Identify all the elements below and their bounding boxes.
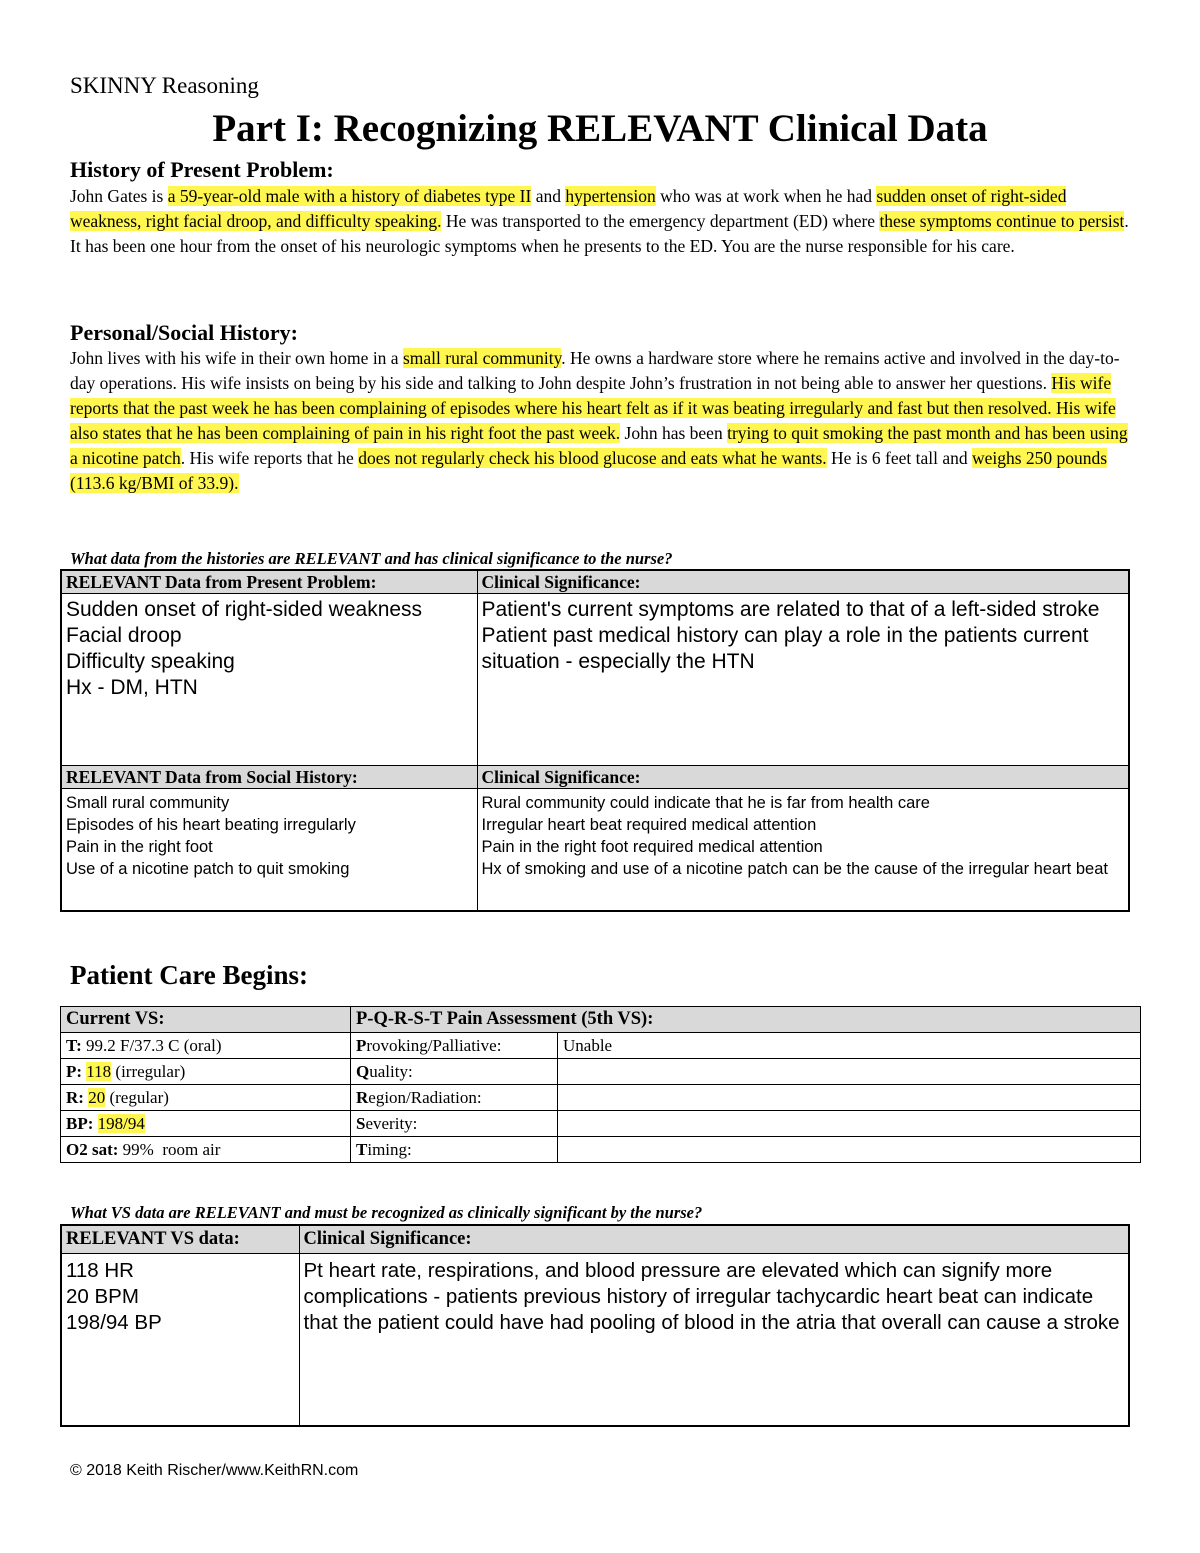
pqrst-value xyxy=(558,1137,1141,1163)
question-histories: What data from the histories are RELEVANT and has clinical significance to the nurse? xyxy=(70,549,673,568)
vs-significance-header: Clinical Significance: xyxy=(299,1225,1129,1254)
social-significance-item: Pain in the right foot required medical attention xyxy=(481,838,823,856)
vs-header: Current VS: xyxy=(61,1007,351,1033)
present-item: Hx - DM, HTN xyxy=(66,676,198,699)
vs-item: 20 BPM xyxy=(66,1285,139,1308)
pqrst-label: Region/Radiation: xyxy=(351,1085,558,1111)
pqrst-label: Provoking/Palliative: xyxy=(351,1033,558,1059)
social-paragraph: John lives with his wife in their own home in a small rural community. He owns a hardware store where he remains active and involved in the day-to-day operations. His wife insists on being by his side and talking to John despite John’s frustration in not being able to answer her questions. His wife reports that the past week he has been complaining of episodes where his heart felt as if it was beating irregularly and fast but then resolved. His wife also states that he has been complaining of pain in his right foot the past week. John has been trying to quit smoking the past month and has been using a nicotine patch. His wife reports that he does not regularly check his blood glucose and eats what he wants. He is 6 feet tall and weighs 250 pounds (113.6 kg/BMI of 33.9). xyxy=(70,348,1128,493)
social-header: RELEVANT Data from Social History: xyxy=(61,766,477,789)
social-item: Use of a nicotine patch to quit smoking xyxy=(66,860,350,878)
vs-temperature: T: 99.2 F/37.3 C (oral) xyxy=(61,1033,351,1059)
present-item: Sudden onset of right-sided weakness xyxy=(66,598,423,621)
present-significance-cell xyxy=(477,594,1129,766)
social-significance-item: Rural community could indicate that he is far from health care xyxy=(481,794,930,812)
social-data-cell xyxy=(61,789,477,911)
page-title: Part I: Recognizing RELEVANT Clinical Data xyxy=(212,107,988,150)
present-header: RELEVANT Data from Present Problem: xyxy=(61,570,477,594)
vs-item: 198/94 BP xyxy=(66,1311,162,1334)
vs-blood-pressure: BP: 198/94 xyxy=(61,1111,351,1137)
vs-o2-saturation: O2 sat: 99% room air xyxy=(61,1137,351,1163)
social-significance-item: Hx of smoking and use of a nicotine patch can be the cause of the irregular heart beat xyxy=(481,860,1108,878)
social-item: Pain in the right foot xyxy=(66,838,213,856)
doc-label: SKINNY Reasoning xyxy=(70,73,259,98)
pqrst-value: Unable xyxy=(558,1033,1141,1059)
social-significance-item: Irregular heart beat required medical attention xyxy=(481,816,817,834)
social-item: Small rural community xyxy=(66,794,230,812)
pqrst-label: Quality: xyxy=(351,1059,558,1085)
relevant-vs-table xyxy=(60,1224,1130,1427)
question-vs: What VS data are RELEVANT and must be recognized as clinically significant by the nurse? xyxy=(70,1203,703,1222)
vital-signs-table xyxy=(60,1006,1141,1163)
pqrst-header: P-Q-R-S-T Pain Assessment (5th VS): xyxy=(351,1007,1141,1033)
vs-data-cell xyxy=(61,1254,299,1426)
significance-header: Clinical Significance: xyxy=(477,570,1129,594)
pqrst-label: Timing: xyxy=(351,1137,558,1163)
social-item: Episodes of his heart beating irregularly xyxy=(66,816,356,834)
present-item: Facial droop xyxy=(66,624,182,647)
vs-pulse: P: 118 (irregular) xyxy=(61,1059,351,1085)
significance-item: Patient past medical history can play a role in the patients current situation - especially the HTN xyxy=(481,624,1089,673)
social-significance-cell xyxy=(477,789,1129,911)
copyright-footer: © 2018 Keith Rischer/www.KeithRN.com xyxy=(70,1462,359,1479)
care-heading: Patient Care Begins: xyxy=(70,960,308,990)
history-heading: History of Present Problem: xyxy=(70,157,334,182)
pqrst-value xyxy=(558,1111,1141,1137)
social-significance-header: Clinical Significance: xyxy=(477,766,1129,789)
pqrst-label: Severity: xyxy=(351,1111,558,1137)
present-data-cell xyxy=(61,594,477,766)
vs-item: 118 HR xyxy=(66,1259,134,1282)
social-heading: Personal/Social History: xyxy=(70,320,298,345)
vs-respirations: R: 20 (regular) xyxy=(61,1085,351,1111)
relevant-data-table xyxy=(60,569,1130,912)
pqrst-value xyxy=(558,1085,1141,1111)
pqrst-value xyxy=(558,1059,1141,1085)
vs-data-header: RELEVANT VS data: xyxy=(61,1225,299,1254)
history-paragraph: John Gates is a 59-year-old male with a history of diabetes type II and hypertension who was at work when he had sudden onset of right-sided weakness, right facial droop, and difficulty speaking. He was transported to the emergency department (ED) where these symptoms continue to persist. It has been one hour from the onset of his neurologic symptoms when he presents to the ED. You are the nurse responsible for his care. xyxy=(70,186,1129,256)
present-item: Difficulty speaking xyxy=(66,650,235,673)
significance-item: Patient's current symptoms are related to that of a left-sided stroke xyxy=(481,598,1100,621)
vs-significance-cell: Pt heart rate, respirations, and blood pressure are elevated which can signify more complications - patients previous history of irregular tachycardic heart beat can indicate that the patient could have had pooling of blood in the atria that overall can cause a stroke xyxy=(299,1254,1129,1426)
